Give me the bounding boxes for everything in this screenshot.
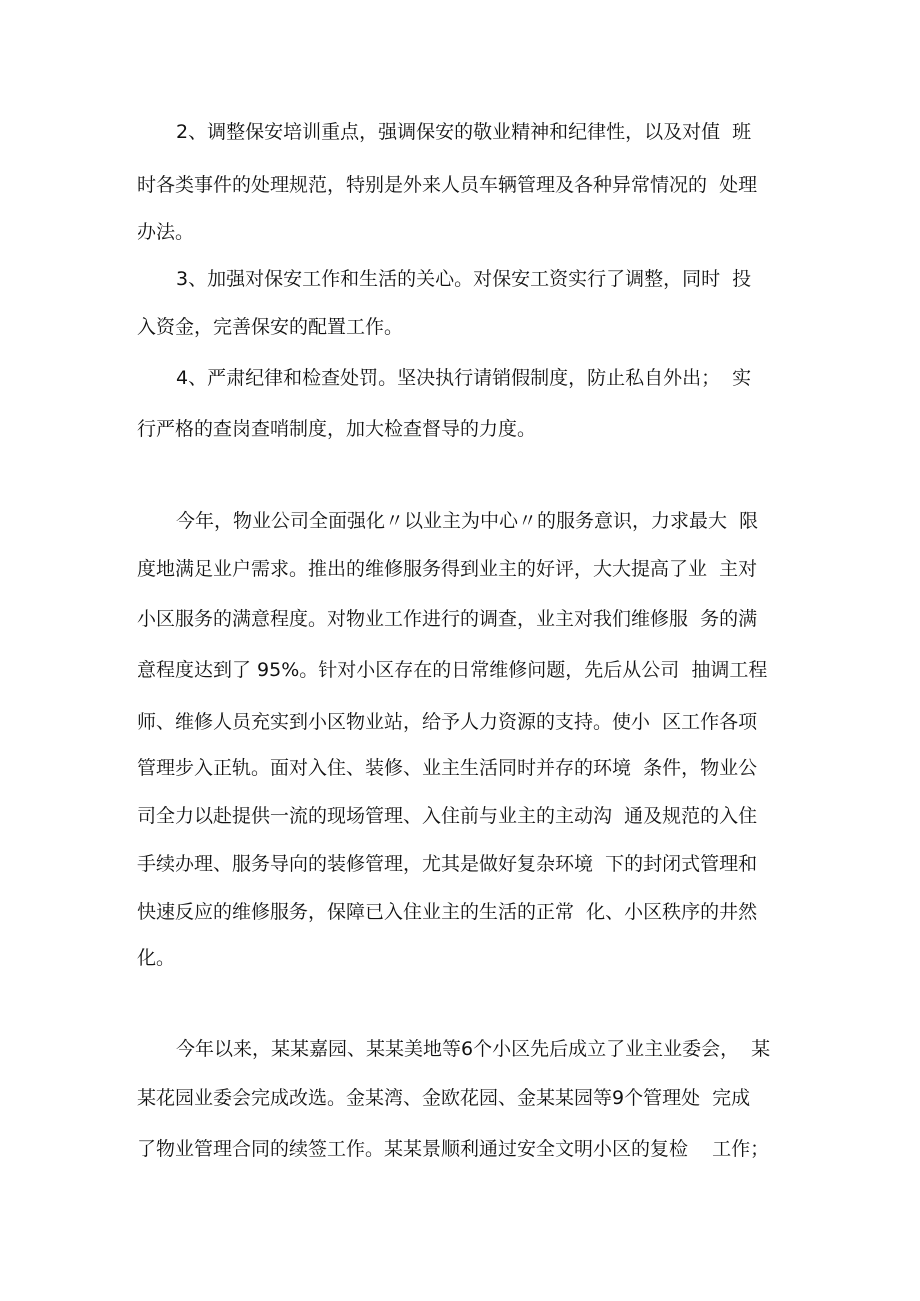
service-paragraph-line-7: 司全力以赴提供一流的现场管理、入住前与业主的主动沟 通及规范的入住 (137, 805, 758, 827)
item-2-line-3: 办法。 (137, 221, 195, 243)
item-4-line-2: 行严格的查岗查哨制度，加大检查督导的力度。 (137, 418, 537, 440)
service-paragraph-line-8: 手续办理、服务导向的装修管理，尤其是做好复杂环境 下的封闭式管理和 (137, 853, 758, 875)
service-paragraph-line-10: 化。 (137, 947, 176, 969)
item-4-line-1: 4、严肃纪律和检查处罚。坚决执行请销假制度，防止私自外出； 实 (176, 367, 752, 389)
service-paragraph-line-5: 师、维修人员充实到小区物业站，给予人力资源的支持。使小 区工作各项 (137, 711, 758, 733)
service-paragraph-line-1: 今年，物业公司全面强化〃以业主为中心〃的服务意识，力求最大 限 (176, 510, 759, 532)
committee-paragraph-line-2: 某花园业委会完成改选。金某湾、金欧花园、金某某园等9个管理处 完成 (137, 1087, 751, 1109)
service-paragraph-line-4: 意程度达到了 95%。针对小区存在的日常维修问题，先后从公司 抽调工程 (137, 659, 768, 681)
item-3-line-2: 入资金，完善保安的配置工作。 (137, 316, 404, 338)
service-paragraph-line-3: 小区服务的满意程度。对物业工作进行的调查，业主对我们维修服 务的满 (137, 608, 758, 630)
service-paragraph-line-2: 度地满足业户需求。推出的维修服务得到业主的好评，大大提高了业 主对 (137, 558, 758, 580)
item-2-line-1: 2、调整保安培训重点，强调保安的敬业精神和纪律性，以及对值 班 (176, 121, 752, 143)
service-paragraph-line-6: 管理步入正轨。面对入住、装修、业主生活同时并存的环境 条件，物业公 (137, 757, 758, 779)
committee-paragraph-line-3: 了物业管理合同的续签工作。某某景顺利通过安全文明小区的复检 工作； (137, 1138, 770, 1160)
committee-paragraph-line-1: 今年以来，某某嘉园、某某美地等6个小区先后成立了业主业委会， 某 (176, 1038, 771, 1060)
item-3-line-1: 3、加强对保安工作和生活的关心。对保安工资实行了调整，同时 投 (176, 268, 752, 290)
item-2-line-2: 时各类事件的处理规范，特别是外来人员车辆管理及各种异常情况的 处理 (137, 174, 758, 196)
service-paragraph-line-9: 快速反应的维修服务，保障已入住业主的生活的正常 化、小区秩序的井然 (137, 901, 758, 923)
